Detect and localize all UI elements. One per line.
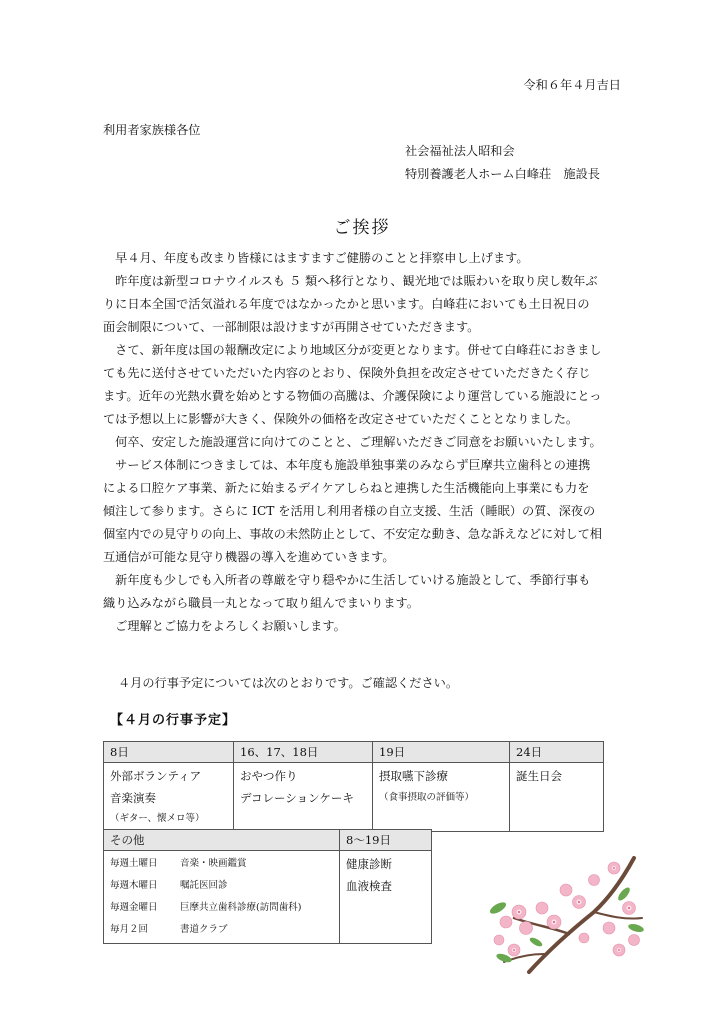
schedule-event-cell <box>234 763 373 832</box>
schedule-date-cell: 16、17、18日 <box>234 742 373 763</box>
event-line: 血液検査 <box>346 879 392 893</box>
body-line: による口腔ケア事業、新たに始まるデイケアしらねと連携した生活機能向上事業にも力を <box>103 481 590 495</box>
event-note: （食事摂取の評価等） <box>379 792 475 803</box>
body-line: 早４月、年度も改まり皆様にはますますご健勝のことと拝察申し上げます。 <box>103 251 529 265</box>
body-line: りに日本全国で活気溢れる年度ではなかったかと思います。白峰荘においても土日祝日の <box>103 297 590 311</box>
schedule-table <box>103 741 604 832</box>
greeting-body <box>103 247 623 638</box>
body-line: 傾注して参ります。さらに ICT を活用し利用者様の自立支援、生活（睡眠）の質、深夜の <box>103 504 596 518</box>
document-title: ご挨拶 <box>333 218 391 238</box>
other-schedule-table <box>103 829 432 944</box>
schedule-date-cell: 8日 <box>104 742 234 763</box>
schedule-title: 【４月の行事予定】 <box>110 713 237 728</box>
schedule-date-cell: 24日 <box>510 742 604 763</box>
body-line: ては予想以上に影響が大きく、保険外の価格を改定させていただくこととなりました。 <box>103 412 579 426</box>
event-line: 摂取嚥下診療 <box>379 769 448 783</box>
event-note: （ギター、懐メロ等） <box>110 813 205 824</box>
schedule-notice: ４月の行事予定については次のとおりです。ご確認ください。 <box>118 676 459 690</box>
body-line: サービス体制につきましては、本年度も施設単独事業のみならず巨摩共立歯科との連携 <box>103 458 591 472</box>
recurring-item: 毎月２回 書道クラブ <box>110 924 228 935</box>
other-header: その他 <box>104 830 340 851</box>
body-line: 互通信が可能な見守り機器の導入を進めていきます。 <box>103 550 395 564</box>
schedule-date-cell: 19日 <box>373 742 510 763</box>
cherry-blossom-illustration <box>474 850 649 975</box>
event-line: おやつ作り <box>240 769 298 783</box>
schedule-event-cell <box>510 763 604 832</box>
body-line: 面会制限について、一部制限は設けますが再開させていただきます。 <box>103 320 480 334</box>
body-line: 織り込みながら職員一丸となって取り組んでまいります。 <box>103 596 419 610</box>
event-line: デコレーションケーキ <box>240 791 354 805</box>
blossom-flower-icon <box>494 862 640 956</box>
schedule-event-cell <box>373 763 510 832</box>
document-date: 令和６年４月吉日 <box>523 78 621 92</box>
other-items-cell <box>104 851 340 944</box>
event-line: 健康診断 <box>346 857 392 871</box>
checkup-cell <box>340 851 432 944</box>
body-line: さて、新年度は国の報酬改定により地域区分が変更となります。併せて白峰荘におきまし <box>103 343 602 357</box>
sender-facility: 特別養護老人ホーム白峰荘 施設長 <box>405 167 600 181</box>
recurring-item: 毎週土曜日 音楽・映画鑑賞 <box>110 858 247 869</box>
body-line: 個室内での見守りの向上、事故の未然防止として、不安定な動き、急な訴えなどに対して相 <box>103 527 602 541</box>
body-line: 何卒、安定した施設運営に向けてのことと、ご理解いただきご同意をお願いいたします。 <box>103 435 602 449</box>
sender-organization: 社会福祉法人昭和会 <box>405 144 515 158</box>
body-line: 昨年度は新型コロナウイルスも ５ 類へ移行となり、観光地では賑わいを取り戻し数年ぶ <box>103 274 598 288</box>
addressee: 利用者家族様各位 <box>103 123 201 137</box>
checkup-date: 8～19日 <box>340 830 432 851</box>
event-line: 外部ボランティア <box>110 769 202 783</box>
body-line: 新年度も少しでも入所者の尊厳を守り穏やかに生活していける施設として、季節行事も <box>103 573 591 587</box>
body-line: ご理解とご協力をよろしくお願いします。 <box>103 619 346 633</box>
event-line: 音楽演奏 <box>110 791 156 805</box>
body-line: ても先に送付させていただいた内容のとおり、保険外負担を改定させていただきたく存じ <box>103 366 591 380</box>
event-line: 誕生日会 <box>516 769 562 783</box>
body-line: ます。近年の光熱水費を始めとする物価の高騰は、介護保険により運営している施設にとっ <box>103 389 602 403</box>
recurring-item: 毎週金曜日 巨摩共立歯科診療(訪問歯科) <box>110 902 302 913</box>
recurring-item: 毎週木曜日 嘱託医回診 <box>110 880 228 891</box>
schedule-event-cell <box>104 763 234 832</box>
